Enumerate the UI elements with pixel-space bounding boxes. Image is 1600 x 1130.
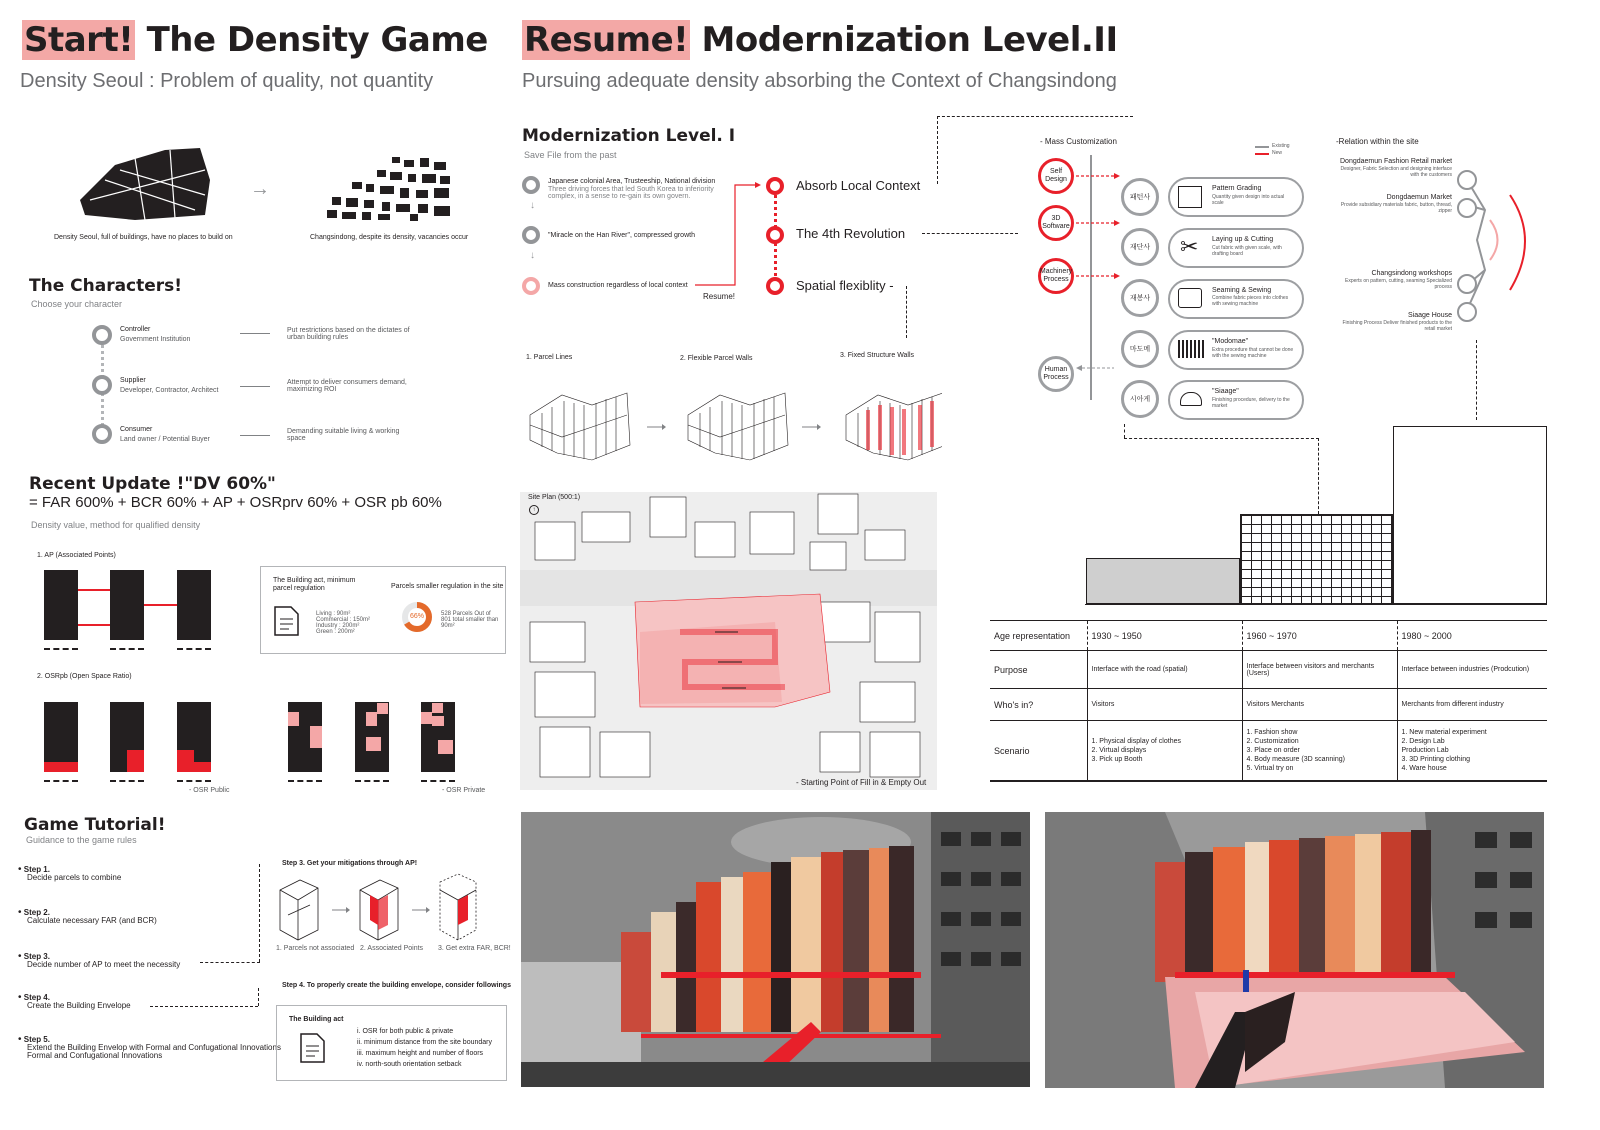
mass-1980 <box>1393 426 1547 604</box>
connector <box>922 233 1018 234</box>
table-row: Who's in? Visitors Visitors Merchants Merchants from different industry <box>990 689 1547 721</box>
seoul-density-map <box>75 140 215 225</box>
history-title: Japanese colonial Area, Trusteeship, National division <box>548 178 716 185</box>
arrow-icon <box>240 333 270 334</box>
relation-text: Designer, Fabric Selection and designing interface with the customers <box>1340 166 1452 178</box>
driver-self-design: Self Design <box>1038 158 1074 194</box>
interior-render <box>1045 812 1544 1088</box>
parcel-walls-diagram <box>522 375 942 465</box>
connector <box>150 1006 258 1007</box>
site-plan-drawing <box>520 492 937 790</box>
changsindong-vacancy-map <box>322 152 462 224</box>
left-title-text: The Density Game <box>146 20 488 60</box>
table-row: Purpose Interface with the road (spatial) Interface between visitors and merchants (Users) Interface between industries (Prodcution) <box>990 651 1547 689</box>
tutorial-sub: Guidance to the game rules <box>26 835 137 845</box>
characters-heading: The Characters! <box>29 276 183 296</box>
driver-3d-software: 3D Software <box>1038 205 1074 241</box>
right-subtitle: Pursuing adequate density absorbing the Context of Changsindong <box>522 70 1117 92</box>
mass-custom-heading: - Mass Customization <box>1040 137 1117 146</box>
consumer-node-icon <box>92 424 112 444</box>
walls-caption: 1. Parcel Lines <box>526 354 573 361</box>
act-items: i. OSR for both public & private ii. minimum distance from the site boundary iii. maximum height and number of floors iv. north-south orientation setback <box>357 1028 492 1068</box>
tutorial-step: • Step 5. Extend the Building Envelop with Formal and Confugational Innovations Formal and Confugational Innovations <box>18 1034 281 1060</box>
supplier-node-icon <box>92 375 112 395</box>
characters-sub: Choose your character <box>31 299 123 309</box>
map-caption-left: Density Seoul, full of buildings, have no places to build on <box>54 234 233 241</box>
tutorial-step: • Step 1. Decide parcels to combine <box>18 864 122 882</box>
driver-arrows <box>1074 170 1124 380</box>
resume-path <box>695 180 765 290</box>
scissors-icon: ✂ <box>1180 234 1199 259</box>
character-name: Consumer <box>120 426 153 433</box>
update-heading: Recent Update !"DV 60%" <box>29 474 276 494</box>
age-table <box>990 620 1547 781</box>
character-desc: Demanding suitable living & working space <box>287 428 400 442</box>
character-desc: Put restrictions based on the dictates of urban building rules <box>287 327 410 341</box>
connector <box>1124 438 1319 439</box>
legend-existing: Existing <box>1272 143 1290 149</box>
connector <box>1124 424 1125 438</box>
right-title <box>522 20 1118 60</box>
history-node-icon <box>522 226 540 244</box>
building-act-rules-box <box>276 1005 507 1081</box>
exterior-render-drawing <box>521 812 1030 1087</box>
document-icon <box>271 605 301 637</box>
site-plan-label: Site Plan (500:1) <box>528 494 581 501</box>
arrow-right-icon: → <box>250 178 270 200</box>
driver-machinery: Machinery Process <box>1038 258 1074 294</box>
history-title: "Miracle on the Han River", compressed growth <box>548 232 695 239</box>
ground-line <box>1085 604 1547 605</box>
goal-node-icon <box>766 226 784 244</box>
parcels-title: Parcels smaller regulation in the site <box>391 583 504 590</box>
sewing-machine-icon <box>1178 288 1202 308</box>
legend-new-swatch <box>1255 153 1269 155</box>
table-row: Age representation 1930 ~ 1950 1960 ~ 1970 1980 ~ 2000 <box>990 621 1547 651</box>
table-bottom-line <box>990 781 1547 782</box>
step3-caption: 3. Get extra FAR, BCR! <box>438 945 511 952</box>
character-name: Controller <box>120 326 151 333</box>
walls-caption: 3. Fixed Structure Walls <box>840 352 915 359</box>
goal-node-icon <box>766 277 784 295</box>
interior-render-drawing <box>1045 812 1544 1088</box>
ap-label: 1. AP (Associated Points) <box>37 552 116 559</box>
character-role: Land owner / Potential Buyer <box>120 436 210 443</box>
connector <box>200 962 260 963</box>
character-role: Government Institution <box>120 336 191 343</box>
step3-caption: 1. Parcels not associated <box>276 945 355 952</box>
connector <box>937 116 1133 117</box>
goal-label: Absorb Local Context <box>796 178 921 193</box>
table-row: Scenario 1. Physical display of clothes 2. Virtual displays 3. Pick up Booth 1. Fashion show 2. Customization 3. Place on order 4. Body measure (3D scanning) 5. Virtual try on 1. New material experiment 2. Design Lab Production Lab 3. 3D Printing clothing 4. Ware house <box>990 721 1547 781</box>
relation-title: Siaage House <box>1408 312 1452 319</box>
connector <box>258 988 259 1006</box>
tutorial-step: • Step 2. Calculate necessary FAR (and BCR) <box>18 907 157 925</box>
tutorial-step: • Step 3. Decide number of AP to meet the necessity <box>18 951 181 969</box>
left-title <box>22 20 488 60</box>
mass-1930 <box>1086 558 1240 604</box>
character-role: Developer, Contractor, Architect <box>120 387 219 394</box>
act-title: The Building act <box>289 1016 344 1023</box>
arrow-down-icon: ↓ <box>530 250 535 261</box>
arrow-icon <box>240 435 270 436</box>
update-formula: = FAR 600% + BCR 60% + AP + OSRprv 60% + OSR pb 60% <box>29 494 442 511</box>
pattern-icon <box>1178 186 1202 208</box>
percent-note: 528 Parcels Out of 801 total smaller than 90m² <box>441 611 499 629</box>
step4-title: Step 4. To properly create the building envelope, consider followings <box>282 982 511 989</box>
connector <box>1476 340 1477 420</box>
osr-public-label: - OSR Public <box>189 787 230 794</box>
left-subtitle: Density Seoul : Problem of quality, not quantity <box>20 70 434 92</box>
history-node-current-icon <box>522 277 540 295</box>
step3-title: Step 3. Get your mitigations through AP! <box>282 860 418 867</box>
goal-label: The 4th Revolution <box>796 226 906 241</box>
resume-label: Resume! <box>703 292 736 301</box>
goal-node-icon <box>766 177 784 195</box>
right-title-highlight: Resume! <box>524 20 689 60</box>
fabric-icon <box>1178 340 1204 358</box>
character-desc: Attempt to deliver consumers demand, maximizing ROI <box>287 379 407 393</box>
site-plan <box>520 492 937 790</box>
arrow-down-icon: ↓ <box>530 200 535 211</box>
relation-text: Experts on pattern, cutting, seaming Specialized process <box>1344 278 1452 290</box>
relation-heading: -Relation within the site <box>1336 137 1419 146</box>
building-act-label: The Building act, minimum parcel regulation <box>273 577 356 592</box>
driver-human: Human Process <box>1038 356 1074 392</box>
osr-private-label: - OSR Private <box>442 787 486 794</box>
mass-1960 <box>1240 514 1393 604</box>
relation-text: Provide subsidiary materials fabric, button, thread, zipper <box>1340 202 1452 214</box>
map-caption-right: Changsindong, despite its density, vacancies occur <box>310 234 469 241</box>
step3-caption: 2. Associated Points <box>360 945 424 952</box>
connector <box>937 116 938 184</box>
ap-step-diagrams <box>270 870 520 950</box>
history-title: Mass construction regardless of local context <box>548 282 688 289</box>
left-title-highlight: Start! <box>24 20 134 60</box>
connector <box>906 286 907 338</box>
character-name: Supplier <box>120 377 146 384</box>
document-icon <box>297 1032 327 1066</box>
relation-title: Changsindong workshops <box>1371 270 1452 277</box>
north-icon: ↑ <box>529 505 539 515</box>
relation-title: Dongdaemun Fashion Retail market <box>1340 158 1453 165</box>
walls-caption: 2. Flexible Parcel Walls <box>680 355 753 362</box>
exterior-render <box>521 812 1030 1087</box>
connector <box>1318 438 1319 514</box>
site-plan-note: - Starting Point of Fill in & Empty Out <box>796 778 927 787</box>
tutorial-step: • Step 4. Create the Building Envelope <box>18 992 131 1010</box>
history-node-icon <box>522 176 540 194</box>
history-text: Three driving forces that led South Korea to inferiority complex, in a sense to re-gain its own govern. <box>548 186 714 200</box>
right-title-text: Modernization Level.II <box>701 20 1118 60</box>
connector <box>259 864 260 962</box>
relation-title: Dongdaemun Market <box>1386 194 1452 201</box>
level1-heading: Modernization Level. I <box>522 126 736 146</box>
goal-label: Spatial flexiblity - <box>796 278 894 293</box>
update-sub: Density value, method for qualified density <box>31 520 201 530</box>
tutorial-heading: Game Tutorial! <box>24 815 166 835</box>
relation-text: Finishing Process Deliver finished products to the retail market <box>1342 320 1452 332</box>
controller-node-icon <box>92 325 112 345</box>
level1-sub: Save File from the past <box>524 150 617 160</box>
osr-label: 2. OSRpb (Open Space Ratio) <box>37 673 132 680</box>
legend-new: New <box>1272 150 1283 156</box>
arrow-icon <box>240 386 270 387</box>
legend-existing-swatch <box>1255 146 1269 148</box>
percent-value: 66% <box>409 613 424 620</box>
reg-list: Living : 90m² Commercial : 150m² Industry : 200m² Green : 200m² <box>316 611 371 635</box>
relation-network <box>1455 160 1550 330</box>
building-act-box <box>260 566 506 654</box>
iron-icon <box>1180 392 1202 406</box>
